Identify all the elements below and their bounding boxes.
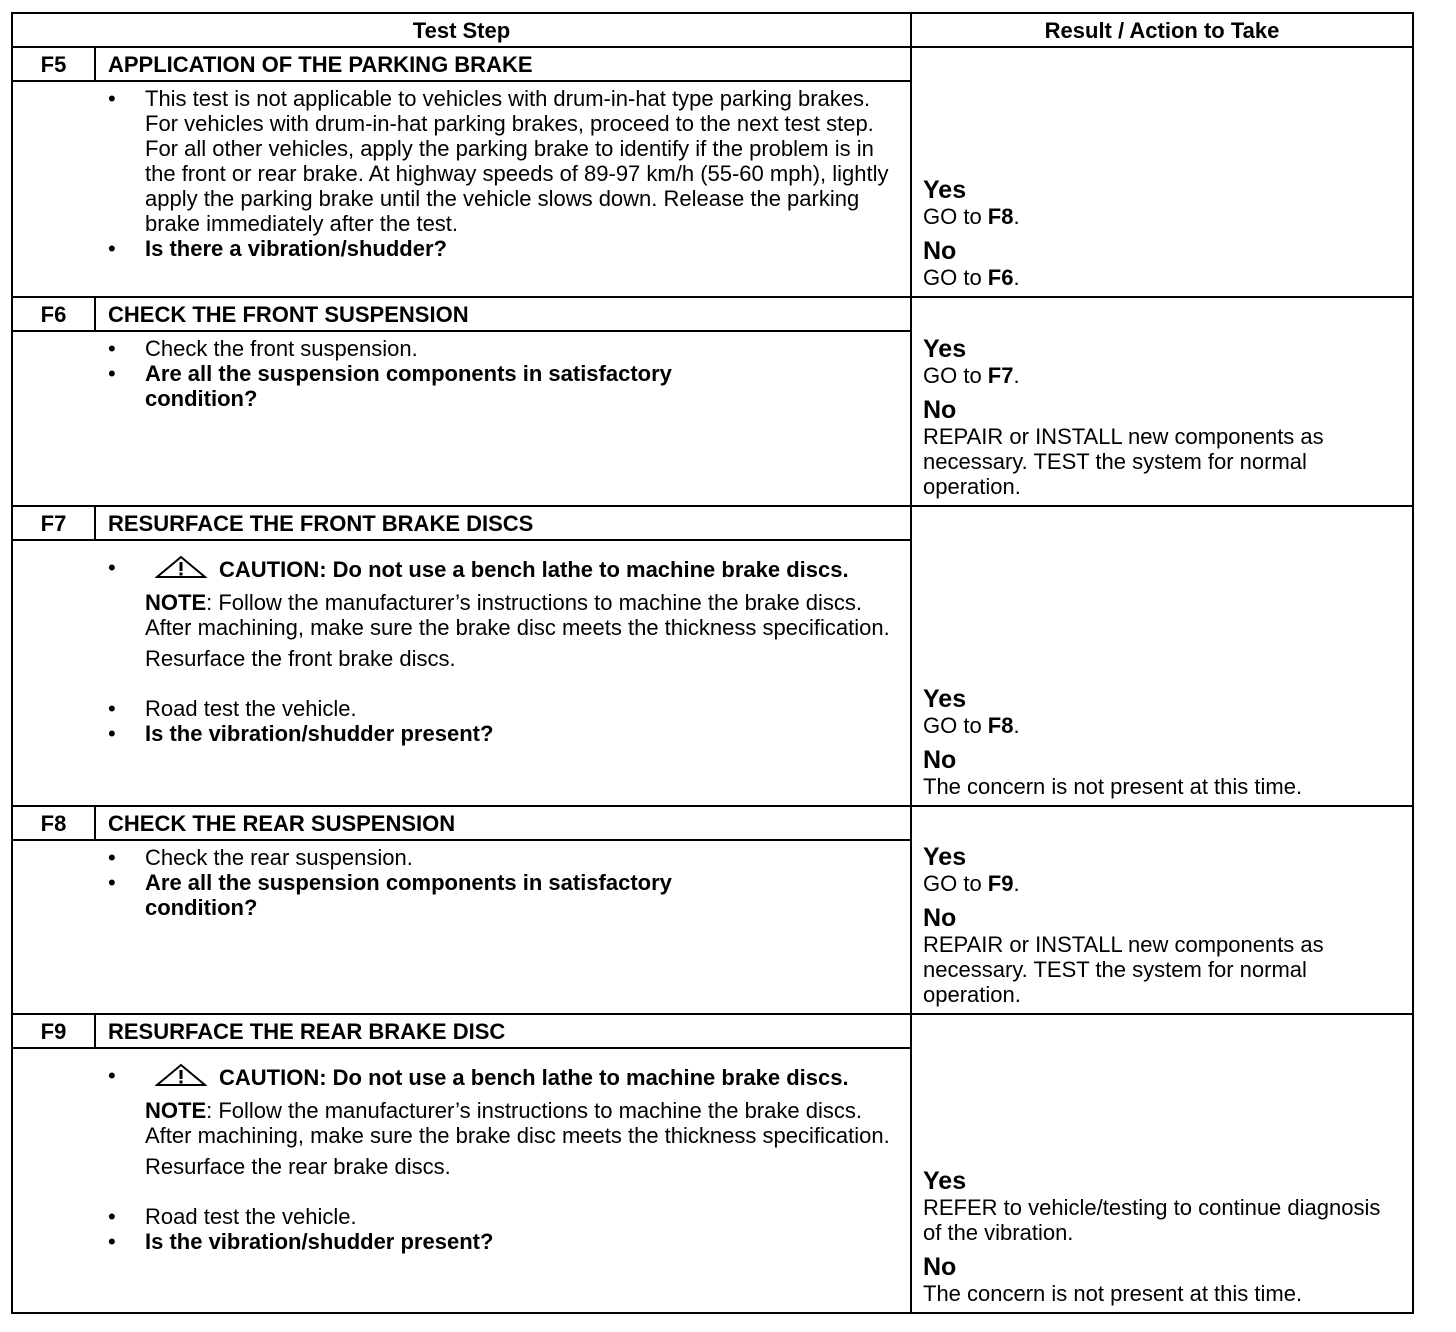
step-block-f9 [13, 1015, 1412, 1312]
step-title: CHECK THE REAR SUSPENSION [96, 807, 912, 841]
step-block-f8 [13, 807, 1412, 1015]
yes-label: Yes [923, 843, 967, 871]
warning-triangle-icon [155, 1063, 207, 1092]
yes-action: GO to F8. [923, 204, 1020, 229]
warning-triangle-icon [155, 555, 207, 584]
step-block-f6 [13, 298, 1412, 507]
yes-label: Yes [923, 176, 967, 204]
header-test-step: Test Step [13, 14, 912, 48]
yes-label: Yes [923, 1167, 967, 1195]
step-id: F9 [13, 1015, 96, 1049]
step-block-f5 [13, 48, 1412, 298]
bullet-question: • Are all the suspension components in satisfactory condition? [108, 361, 672, 411]
header-result-action: Result / Action to Take [912, 14, 1412, 48]
note-text: NOTE: Follow the manufacturer’s instructions to machine the brake discs. After machining, make sure the brake disc meets the thickness specification. [145, 590, 890, 640]
step-body [13, 1049, 912, 1312]
action-text: Resurface the rear brake discs. [145, 1154, 451, 1179]
result-cell [912, 507, 1412, 805]
yes-label: Yes [923, 685, 967, 713]
result-cell [912, 48, 1412, 296]
action-text: Resurface the front brake discs. [145, 646, 456, 671]
no-action: GO to F6. [923, 265, 1020, 290]
no-action: The concern is not present at this time. [923, 1281, 1303, 1306]
yes-action: GO to F7. [923, 363, 1020, 388]
yes-action: GO to F8. [923, 713, 1020, 738]
no-label: No [923, 396, 957, 424]
no-action: The concern is not present at this time. [923, 774, 1303, 799]
step-title: RESURFACE THE FRONT BRAKE DISCS [96, 507, 912, 541]
no-label: No [923, 904, 957, 932]
bullet-item: • Check the rear suspension. [108, 845, 413, 870]
bullet-item: • Check the front suspension. [108, 336, 418, 361]
bullet-question: • Are all the suspension components in satisfactory condition? [108, 870, 672, 920]
step-block-f7 [13, 507, 1412, 807]
yes-action: REFER to vehicle/testing to continue diagnosis of the vibration. [923, 1195, 1381, 1245]
result-cell [912, 1015, 1412, 1312]
diagnostic-table [11, 12, 1414, 1314]
step-body [13, 82, 912, 296]
step-title: RESURFACE THE REAR BRAKE DISC [96, 1015, 912, 1049]
bullet-question: • Is the vibration/shudder present? [108, 721, 494, 746]
bullet-item: • This test is not applicable to vehicles with drum-in-hat type parking brakes. For vehicles with drum-in-hat parking brakes, proceed to the next test step. For all other vehicles, apply the parking brake to identify if the problem is in the front or rear brake. At highway speeds of 89-97 km/h (55-60 mph), lightly apply the parking brake until the vehicle slows down. Release the parking brake immediately after the test. [108, 86, 889, 236]
no-label: No [923, 1253, 957, 1281]
no-label: No [923, 746, 957, 774]
no-action: REPAIR or INSTALL new components as necessary. TEST the system for normal operation. [923, 932, 1324, 1007]
bullet-question: • Is there a vibration/shudder? [108, 236, 447, 261]
step-id: F8 [13, 807, 96, 841]
bullet-item: • Road test the vehicle. [108, 696, 357, 721]
step-id: F5 [13, 48, 96, 82]
no-label: No [923, 237, 957, 265]
caution-item: • CAUTION: Do not use a bench lathe to machine brake discs. [108, 1063, 849, 1090]
no-action: REPAIR or INSTALL new components as necessary. TEST the system for normal operation. [923, 424, 1324, 499]
yes-label: Yes [923, 335, 967, 363]
step-body [13, 541, 912, 805]
caution-item: • CAUTION: Do not use a bench lathe to machine brake discs. [108, 555, 849, 582]
step-title: CHECK THE FRONT SUSPENSION [96, 298, 912, 332]
step-body [13, 332, 912, 505]
bullet-question: • Is the vibration/shudder present? [108, 1229, 494, 1254]
note-text: NOTE: Follow the manufacturer’s instructions to machine the brake discs. After machining, make sure the brake disc meets the thickness specification. [145, 1098, 890, 1148]
step-body [13, 841, 912, 1013]
step-title: APPLICATION OF THE PARKING BRAKE [96, 48, 912, 82]
result-cell [912, 807, 1412, 1013]
step-id: F7 [13, 507, 96, 541]
yes-action: GO to F9. [923, 871, 1020, 896]
step-id: F6 [13, 298, 96, 332]
result-cell [912, 298, 1412, 505]
bullet-item: • Road test the vehicle. [108, 1204, 357, 1229]
